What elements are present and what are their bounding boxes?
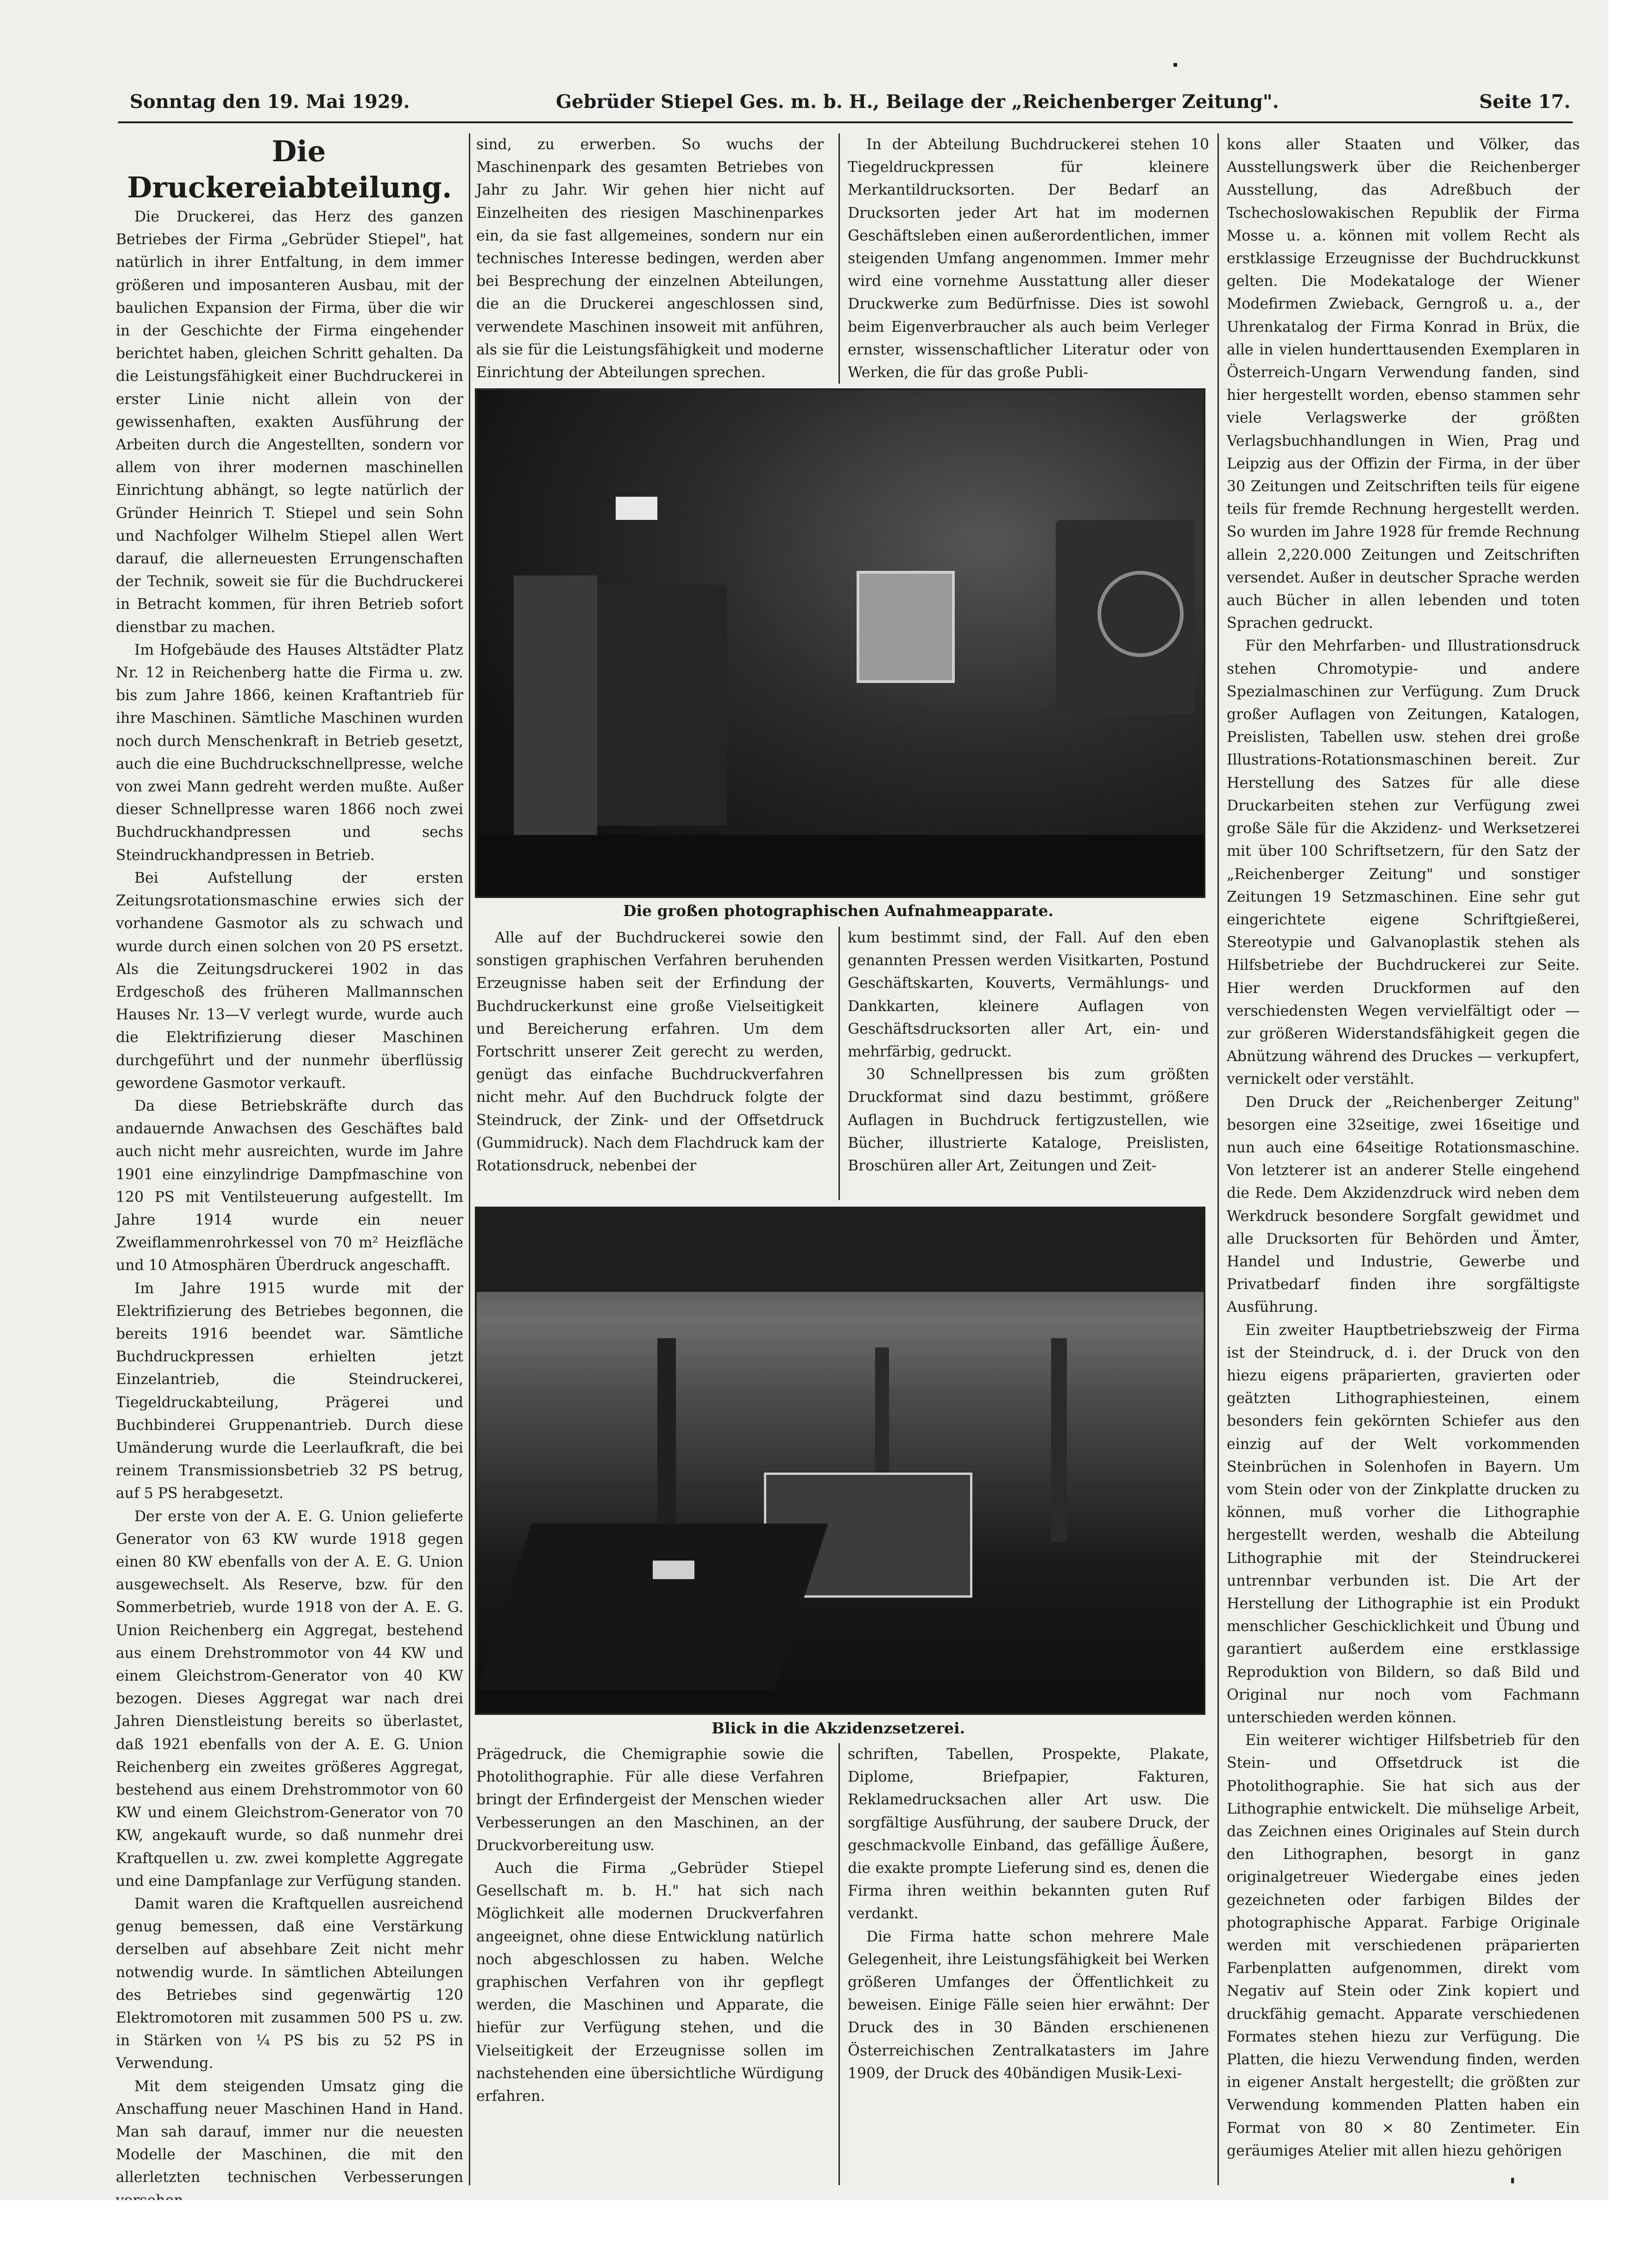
header-date: Sonntag den 19. Mai 1929.: [130, 91, 410, 113]
column-divider: [839, 927, 840, 1200]
photo-detail: [1051, 1338, 1067, 1542]
paragraph: Ein zweiter Hauptbetriebszweig der Firma ist der Steindruck, d. i. der Druck von den hiezu eigens präparierten, gravierten oder geätzten Lithographiesteinen, einem besonders fein gekörnten Schiefer aus den einzig auf der Welt vorkommenden Steinbrüchen in Solenhofen in Bayern. Um vom Stein oder von der Zinkplatte drucken zu können, muß vorher die Lithographie hergestellt werden, weshalb die Abteilung Lithographie mit der Steindruckerei untrennbar verbunden ist. Die Art der Herstellung der Lithographie ist ein Produkt menschlicher Geschicklichkeit und Übung und garantiert außerdem eine erstklassige Reproduktion von Bildern, so daß Bild und Original nur noch vom Fachmann unterschieden werden können.: [1227, 1322, 1580, 1726]
paragraph: Da diese Betriebskräfte durch das andauernde Anwachsen des Geschäftes bald auch nicht mehr ausreichten, wurde im Jahre 1901 eine einzylindrige Dampfmaschine von 120 PS mit Ventilsteuerung aufgestellt. Im Jahre 1914 wurde ein neuer Zweiflammenrohrkessel von 70 m² Heizfläche und 10 Atmosphären Überdruck angeschafft.: [116, 1097, 463, 1274]
paragraph: kons aller Staaten und Völker, das Ausstellungswerk über die Reichenberger Ausstellung, das Adreßbuch der Tschechoslowakischen Republik der Firma Mosse u. a. können mit vollem Recht als erstklassige Erzeugnisse der Buchdruckkunst gelten. Die Modekataloge der Wiener Modefirmen Zwieback, Gerngroß u. a., der Uhrenkatalog der Firma Konrad in Brüx, die alle in vielen hunderttausenden Exemplaren in Österreich-Ungarn Verwendung fanden, sind hier hergestellt worden, ebenso stammen sehr viele Verlagswerke der größten Verlagsbuchhandlungen in Wien, Prag und Leipzig aus der Offizin der Firma, in der über 30 Zeitungen und Zeitschriften teils für eigene teils für fremde Rechnung hergestellt werden. So wurden im Jahre 1928 für fremde Rechnung allein 2,220.000 Zeitungen und Zeitschriften versendet. Außer in deutscher Sprache werden auch Bücher in allen lebenden und toten Sprachen gedruckt.: [1227, 136, 1580, 632]
article-column-2-middle: [476, 927, 824, 1177]
article-column-3-middle: [848, 927, 1209, 1177]
paragraph: Auch die Firma „Gebrüder Stiepel Gesellschaft m. b. H." hat sich nach Möglichkeit alle modernen Druckverfahren angeeignet, ohne diese Entwicklung natürlich noch abgeschlossen zu haben. Welche graphischen Verfahren von ihr gepflegt werden, die Maschinen und Apparate, die hiefür zur Verfügung stehen, und die Vielseitigkeit der Erzeugnisse sollen im nachstehenden eine übersichtliche Würdigung erfahren.: [476, 1860, 824, 2105]
column-divider: [469, 133, 470, 2185]
photo-detail: [616, 497, 657, 520]
article-column-3-bottom: [848, 1743, 1209, 2085]
header-page-number: Seite 17.: [1479, 91, 1570, 113]
photo-detail: [857, 571, 955, 683]
paragraph: Die Firma hatte schon mehrere Male Gelegenheit, ihre Leistungsfähigkeit bei Werken größeren Umfanges der Öffentlichkeit zu beweisen. Einige Fälle seien hier erwähnt: Der Druck des in 30 Bänden erschienenen Österreichischen Zentralkatasters im Jahre 1909, der Druck des 40bändigen Musik-Lexi-: [848, 1928, 1209, 2082]
paragraph: Der erste von der A. E. G. Union gelieferte Generator von 63 KW wurde 1918 gegen einen 80 KW ebenfalls von der A. E. G. Union ausgewechselt. Als Reserve, bzw. für den Sommerbetrieb, wurde 1918 von der A. E. G. Union Reichenberg ein Aggregat, bestehend aus einem Drehstrommotor von 44 KW und einem Gleichstrom-Generator von 40 KW bezogen. Dieses Aggregat war nach drei Jahren Dienstleistung bereits so überlastet, daß 1921 ebenfalls von der A. E. G. Union Reichenberg ein zweites größeres Aggregat, bestehend aus einem Drehstrommotor von 60 KW und einem Gleichstrom-Generator von 70 KW, angekauft wurde, so daß nunmehr drei Kraftquellen u. zw. zwei komplette Aggregate und eine Dampfanlage zur Verfügung standen.: [116, 1508, 463, 1890]
paragraph: Damit waren die Kraftquellen ausreichend genug bemessen, daß eine Verstärkung derselben auf absehbare Zeit nicht mehr notwendig wurde. In sämtlichen Abteilungen des Betriebes sind gegenwärtig 120 Elektromotoren mit zusammen 500 PS u. zw. in Stärken von ¼ PS bis zu 52 PS in Verwendung.: [116, 1896, 463, 2072]
paragraph: Im Jahre 1915 wurde mit der Elektrifizierung des Betriebes begonnen, die bereits 1916 beendet war. Sämtliche Buchdruckpressen erhielten jetzt Einzelantrieb, die Steindruckerei, Tiegeldruckabteilung, Prägerei und Buchbinderei Gruppenantrieb. Durch diese Umänderung wurde die Leerlaufkraft, die bei reinem Transmissionsbetrieb 32 PS betrug, auf 5 PS herabgesetzt.: [116, 1280, 463, 1502]
photo-detail: [477, 835, 1204, 896]
paragraph: In der Abteilung Buchdruckerei stehen 10 Tiegeldruckpressen für kleinere Merkantildrucksorten. Der Bedarf an Drucksorten jeder Art hat im modernen Geschäftsleben einen außerordentlichen, immer steigenden Umfang angenommen. Immer mehr wird eine vornehme Ausstattung aller dieser Druckwerke zum Bedürfnisse. Dies ist sowohl beim Eigenverbraucher als auch beim Verleger ernster, wissenschaftlicher Literatur oder von Werken, die für das große Publi-: [848, 136, 1209, 381]
photo-caption: Blick in die Akzidenzsetzerei.: [711, 1719, 965, 1737]
article-column-2-bottom: [476, 1743, 824, 2108]
scan-speck: [1173, 63, 1177, 67]
photo-detail: [514, 575, 597, 835]
paragraph: Für den Mehrfarben- und Illustrationsdruck stehen Chromotypie- und andere Spezialmaschinen zur Verfügung. Zum Druck großer Auflagen von Zeitungen, Katalogen, Preislisten, Tabellen usw. stehen drei große Illustrations-Rotationsmaschinen bereit. Zur Herstellung des Satzes für alle diese Druckarbeiten stehen zur Verfügung zwei große Säle für die Akzidenz- und Werksetzerei mit über 100 Schriftsetzern, für den Satz der „Reichenberger Zeitung" und sonstiger Zeitungen 19 Setzmaschinen. Eine sehr gut eingerichtete eigene Schriftgießerei, Stereotypie und Galvanoplastik stehen als Hilfsbetriebe der Buchdruckerei zur Seite. Hier werden Druckformen auf den verschiedensten Wegen vervielfältigt oder — zur größeren Widerstandsfähigkeit gegen die Abnützung während des Druckes — verkupfert, vernickelt oder verstählt.: [1227, 638, 1580, 1088]
column-divider: [1217, 133, 1219, 2185]
photo-detail: [477, 1208, 1204, 1292]
paragraph: Prägedruck, die Chemigraphie sowie die Photolithographie. Für alle diese Verfahren bringt der Erfindergeist der Menschen wieder Verbesserungen an den Maschinen, an der Druckvorbereitung usw.: [476, 1746, 824, 1854]
header-publication: Gebrüder Stiepel Ges. m. b. H., Beilage der „Reichenberger Zeitung".: [556, 91, 1279, 113]
paragraph: sind, zu erwerben. So wuchs der Maschinenpark des gesamten Betriebes von Jahr zu Jahr. Wir gehen hier nicht auf Einzelheiten des riesigen Maschinenparkes ein, da sie fast allgemeines, sondern nur ein technisches Interesse bedingen, werden aber bei Besprechung der einzelnen Abteilungen, die an die Druckerei angeschlossen sind, verwendete Maschinen insoweit mit anführen, als sie für die Leistungsfähigkeit und moderne Einrichtung der Abteilungen sprechen.: [476, 136, 824, 381]
photo-detail: [1097, 571, 1184, 657]
photo-detail: [478, 1524, 828, 1690]
photo-camera-apparatus: [475, 388, 1205, 898]
page-header: [130, 91, 1570, 119]
article-column-1: [116, 133, 463, 2212]
paragraph: Alle auf der Buchdruckerei sowie den sonstigen graphischen Verfahren beruhenden Erzeugnisse haben seit der Erfindung der Buchdruckerkunst eine große Vielseitigkeit und Bereicherung erfahren. Um dem Fortschritt unserer Zeit gerecht zu werden, genügt das einfache Buchdruckverfahren nicht mehr. Auf den Buchdruck folgte der Steindruck, der Zink- und der Offsetdruck (Gummidruck). Nach dem Flachdruck kam der Rotationsdruck, nebenbei der: [476, 929, 824, 1175]
paragraph: Ein weiterer wichtiger Hilfsbetrieb für den Stein- und Offsetdruck ist die Photolithographie. Sie hat sich aus der Lithographie entwickelt. Die mühselige Arbeit, das Zeichnen eines Originales auf Stein durch den Lithographen, besorgt in ganz originalgetreuer Wiedergabe eines jeden gezeichneten oder farbigen Bildes der photographische Apparat. Farbige Originale werden mit verschiedenen präparierten Farbenplatten aufgenommen, direkt vom Negativ auf Stein oder Zink kopiert und druckfähig gemacht. Apparate verschiedenen Formates stehen hiezu zur Verfügung. Die Platten, die hiezu Verwendung finden, werden in eigener Anstalt hergestellt; die größten zur Verwendung kommenden Platten haben ein Format von 80 × 80 Zentimeter. Ein geräumiges Atelier mit allen hiezu gehörigen: [1227, 1732, 1580, 2159]
paragraph: Mit dem steigenden Umsatz ging die Anschaffung neuer Maschinen Hand in Hand. Man sah darauf, immer nur die neuesten Modelle der Maschinen, die mit den allerletzten technischen Verbesserungen: [116, 2078, 463, 2186]
paragraph: Bei Aufstellung der ersten Zeitungsrotationsmaschine erwies sich der vorhandene Gasmotor als zu schwach und wurde durch einen solchen von 20 PS ersetzt. Als die Zeitungsdruckerei 1902 in das Erdgeschoß des früheren Mallmannschen Hauses Nr. 13—V verlegt wurde, wurde auch die Elektrifizierung dieser Maschinen durchgeführt und der nunmehr überflüssig gewordene Gasmotor verkauft.: [116, 869, 463, 1092]
article-title: Die Druckereiabteilung.: [127, 134, 452, 204]
scan-margin-right: [1608, 0, 1652, 2251]
article-column-2-top: [476, 133, 824, 384]
photo-composing-room: [475, 1207, 1205, 1715]
photo-caption: Die großen photographischen Aufnahmeapparate.: [623, 902, 1054, 920]
paragraph: Die Druckerei, das Herz des ganzen Betriebes der Firma „Gebrüder Stiepel", hat natürlich in ihrer Entfaltung, in dem immer größeren und imposanteren Ausbau, mit der baulichen Expansion der Firma, über die wir in der Geschichte der Firma eingehender berichtet haben, gleichen Schritt gehalten. Da die Leistungsfähigkeit einer Buchdruckerei in erster Linie nicht allein von der gewissenhaften, exakten Ausführung der Arbeiten durch die Angestellten, sondern vor allem von ihrer modernen maschinellen Einrichtung abhängt, so legte natürlich der Gründer Heinrich T. Stiepel und sein Sohn und Nachfolger Wilhelm Stiepel allen Wert darauf, die allerneuesten Errungenschaften der Technik, soweit sie für die Buchdruckerei in Betracht kommen, für ihren Betrieb sofort dienstbar zu machen.: [116, 209, 463, 636]
scan-speck: [1511, 2178, 1514, 2183]
article-column-3-top: [848, 133, 1209, 384]
photo-detail: [597, 585, 727, 826]
photo-detail: [653, 1561, 694, 1579]
header-rule: [118, 121, 1573, 123]
paragraph: Im Hofgebäude des Hauses Altstädter Platz Nr. 12 in Reichenberg hatte die Firma u. zw. bis zum Jahre 1866, keinen Kraftantrieb für ihre Maschinen. Sämtliche Maschinen wurden noch durch Menschenkraft in Betrieb gesetzt, auch die eine Buchdruckschnellpresse, welche von zwei Mann gedreht werden mußte. Außer dieser Schnellpresse waren 1866 noch zwei Buchdruckhandpressen und sechs Steindruckhandpressen in Betrieb.: [116, 641, 463, 864]
scan-margin-bottom: [0, 2200, 1652, 2251]
column-divider: [839, 133, 840, 384]
paragraph: kum bestimmt sind, der Fall. Auf den eben genannten Pressen werden Visitkarten, Postund Geschäftskarten, Kouverts, Vermählungs- und Dankkarten, kleinere Auflagen von Geschäftsdrucksorten aller Art, ein- und mehrfärbig, gedruckt.: [848, 929, 1209, 1061]
paragraph: 30 Schnellpressen bis zum größten Druckformat sind dazu bestimmt, größere Auflagen in Buchdruck fertigzustellen, wie Bücher, illustrierte Kataloge, Preislisten, Broschüren aller Art, Zeitungen und Zeit-: [848, 1066, 1209, 1175]
column-divider: [839, 1743, 840, 2185]
paragraph: schriften, Tabellen, Prospekte, Plakate, Diplome, Briefpapier, Fakturen, Reklamedrucksachen aller Art usw. Die sorgfältige Ausführung, der saubere Druck, der geschmackvolle Einband, das gefällige Äußere, die exakte prompte Lieferung sind es, denen die Firma ihren weithin bekannten guten Ruf verdankt.: [848, 1746, 1209, 1922]
paragraph: Den Druck der „Reichenberger Zeitung" besorgen eine 32seitige, zwei 16seitige und nun auch eine 64seitige Rotationsmaschine. Von letzterer ist an anderer Stelle eingehend die Rede. Dem Akzidenzdruck wird neben dem Werkdruck besondere Sorgfalt gewidmet und alle Drucksorten für Behörden und Ämter, Handel und Industrie, Gewerbe und Privatbedarf finden ihre sorgfältigste Ausführung.: [1227, 1094, 1580, 1316]
article-column-4: [1227, 133, 1580, 2162]
